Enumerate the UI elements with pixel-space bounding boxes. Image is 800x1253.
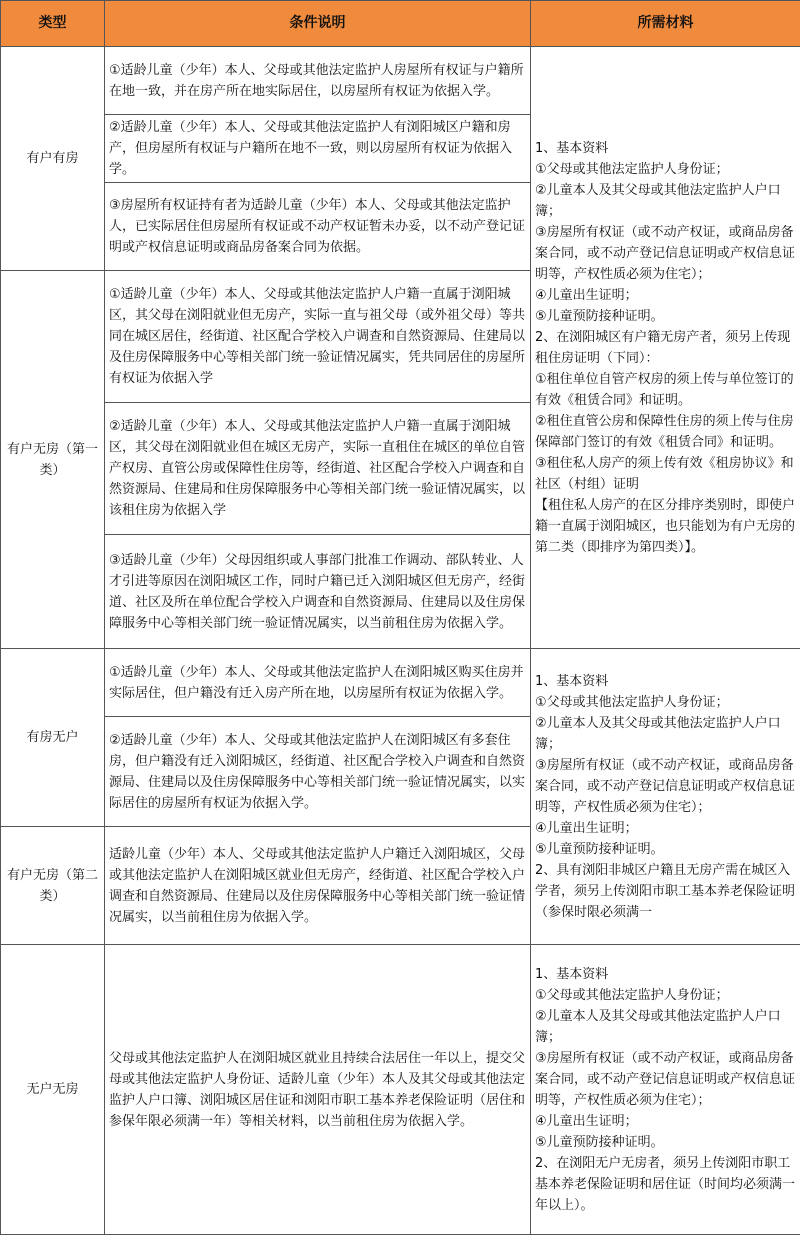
materials-line: ③租住私人房产的须上传有效《租房协议》和社区（村组）证明: [535, 455, 794, 492]
table-row: [1, 649, 800, 717]
materials-line: ④儿童出生证明；: [535, 820, 638, 836]
condition-cell: ①适龄儿童（少年）本人、父母或其他法定监护人房屋所有权证与户籍所在地一致，并在房产所在地实际居住，以房屋所有权证为依据入学。: [105, 47, 531, 115]
condition-cell: 父母或其他法定监护人在浏阳城区就业且持续合法居住一年以上，提交父母或其他法定监护人身份证、适龄儿童（少年）本人及其父母或其他法定监护人户口簿、浏阳城区居住证和浏阳市职工基本养老保险证明（居住和参保年限必须满一年）等相关材料，以当前租住房为依据入学。: [105, 945, 531, 1235]
type-cell: 有户无房（第一类）: [1, 271, 105, 649]
condition-cell: ①适龄儿童（少年）本人、父母或其他法定监护人在浏阳城区购买住房并实际居住，但户籍没有迁入房产所在地，以房屋所有权证为依据入学。: [105, 649, 531, 717]
type-cell: 有户无房（第二类）: [1, 827, 105, 945]
table-row: [1, 47, 800, 115]
materials-line: ⑤儿童预防接种证明。: [535, 1134, 664, 1150]
materials-line: ①父母或其他法定监护人身份证；: [535, 161, 729, 177]
materials-line: ③房屋所有权证（或不动产权证，或商品房备案合同，或不动产登记信息证明或产权信息证明等，产权性质必须为住宅）；: [535, 757, 796, 815]
materials-line: ②儿童本人及其父母或其他法定监护人户口簿；: [535, 715, 781, 752]
materials-line: ③房屋所有权证（或不动产权证，或商品房备案合同，或不动产登记信息证明或产权信息证明等，产权性质必须为住宅）；: [535, 224, 796, 282]
condition-cell: ②适龄儿童（少年）本人、父母或其他法定监护人户籍一直属于浏阳城区，其父母在浏阳就业但在城区无房产，实际一直租住在城区的单位自管产权房、直管公房或保障性住房等，经街道、社区配合学校入户调查和自然资源局、住建局和住房保障服务中心等相关部门统一验证情况属实，以该租住房为依据入学: [105, 403, 531, 535]
materials-line: ⑤儿童预防接种证明。: [535, 841, 664, 857]
type-cell: 无户无房: [1, 945, 105, 1235]
materials-line: ②儿童本人及其父母或其他法定监护人户口簿；: [535, 1008, 781, 1045]
table-header-row: [1, 1, 800, 47]
header-condition: 条件说明: [105, 1, 531, 47]
materials-line: 2、在浏阳无户无房者，须另上传浏阳市职工基本养老保险证明和居住证（时间均必须满一年以上）。: [535, 1155, 796, 1213]
materials-line: 1、基本资料: [535, 673, 609, 689]
materials-line: ①父母或其他法定监护人身份证；: [535, 694, 729, 710]
materials-line: ②儿童本人及其父母或其他法定监护人户口簿；: [535, 182, 781, 219]
type-cell: 有房无户: [1, 649, 105, 827]
table-row: [1, 945, 800, 1235]
materials-line: 1、基本资料: [535, 140, 609, 156]
header-materials: 所需材料: [531, 1, 800, 47]
materials-line: ④儿童出生证明；: [535, 287, 638, 303]
materials-line: ⑤儿童预防接种证明。: [535, 308, 664, 324]
materials-line: 2、在浏阳城区有户籍无房产者，须另上传现租住房证明（下同）：: [535, 329, 791, 366]
materials-cell: [531, 649, 800, 945]
materials-line: ①父母或其他法定监护人身份证；: [535, 987, 729, 1003]
materials-line: ②租住直管公房和保障性住房的须上传与住房保障部门签订的有效《租赁合同》和证明。: [535, 413, 794, 450]
condition-cell: 适龄儿童（少年）本人、父母或其他法定监护人户籍迁入浏阳城区，父母或其他法定监护人在浏阳城区就业但无房产，经街道、社区配合学校入户调查和自然资源局、住建局以及住房保障服务中心等相关部门统一验证情况属实，以当前租住房为依据入学。: [105, 827, 531, 945]
materials-cell: [531, 47, 800, 649]
condition-cell: ③适龄儿童（少年）父母因组织或人事部门批准工作调动、部队转业、人才引进等原因在浏阳城区工作，同时户籍已迁入浏阳城区但无房产，经街道、社区及所在单位配合学校入户调查和自然资源局、住建局以及住房保障服务中心等相关部门统一验证情况属实，以当前租住房为依据入学。: [105, 535, 531, 649]
condition-cell: ②适龄儿童（少年）本人、父母或其他法定监护人有浏阳城区户籍和房产，但房屋所有权证与户籍所在地不一致，则以房屋所有权证为依据入学。: [105, 115, 531, 183]
header-type: 类型: [1, 1, 105, 47]
materials-line: ④儿童出生证明；: [535, 1113, 638, 1129]
materials-cell: [531, 945, 800, 1235]
materials-note: 【租住私人房产的在区分排序类别时，即使户籍一直属于浏阳城区，也只能划为有户无房的第二类（即排序为第四类）】。: [535, 497, 796, 555]
materials-line: 1、基本资料: [535, 966, 609, 982]
condition-cell: ②适龄儿童（少年）本人、父母或其他法定监护人在浏阳城区有多套住房，但户籍没有迁入浏阳城区，经街道、社区配合学校入户调查和自然资源局、住建局以及住房保障服务中心等相关部门统一验证情况属实，以实际居住的房屋所有权证为依据入学。: [105, 717, 531, 827]
condition-cell: ③房屋所有权证持有者为适龄儿童（少年）本人、父母或其他法定监护人，已实际居住但房屋所有权证或不动产权证暂未办妥，以不动产登记证明或产权信息证明或商品房备案合同为依据。: [105, 183, 531, 271]
type-cell: 有户有房: [1, 47, 105, 271]
materials-line: ③房屋所有权证（或不动产权证，或商品房备案合同，或不动产登记信息证明或产权信息证明等，产权性质必须为住宅）；: [535, 1050, 796, 1108]
materials-line: 2、具有浏阳非城区户籍且无房产需在城区入学者，须另上传浏阳市职工基本养老保险证明（参保时限必须满一: [535, 862, 796, 920]
materials-line: ①租住单位自管产权房的须上传与单位签订的有效《租赁合同》和证明。: [535, 371, 794, 408]
condition-cell: ①适龄儿童（少年）本人、父母或其他法定监护人户籍一直属于浏阳城区，其父母在浏阳就业但无房产，实际一直与祖父母（或外祖父母）等共同在城区居住，经街道、社区配合学校入户调查和自然资源局、住建局以及住房保障服务中心等相关部门统一验证情况属实，凭共同居住的房屋所有权证为依据入学: [105, 271, 531, 403]
